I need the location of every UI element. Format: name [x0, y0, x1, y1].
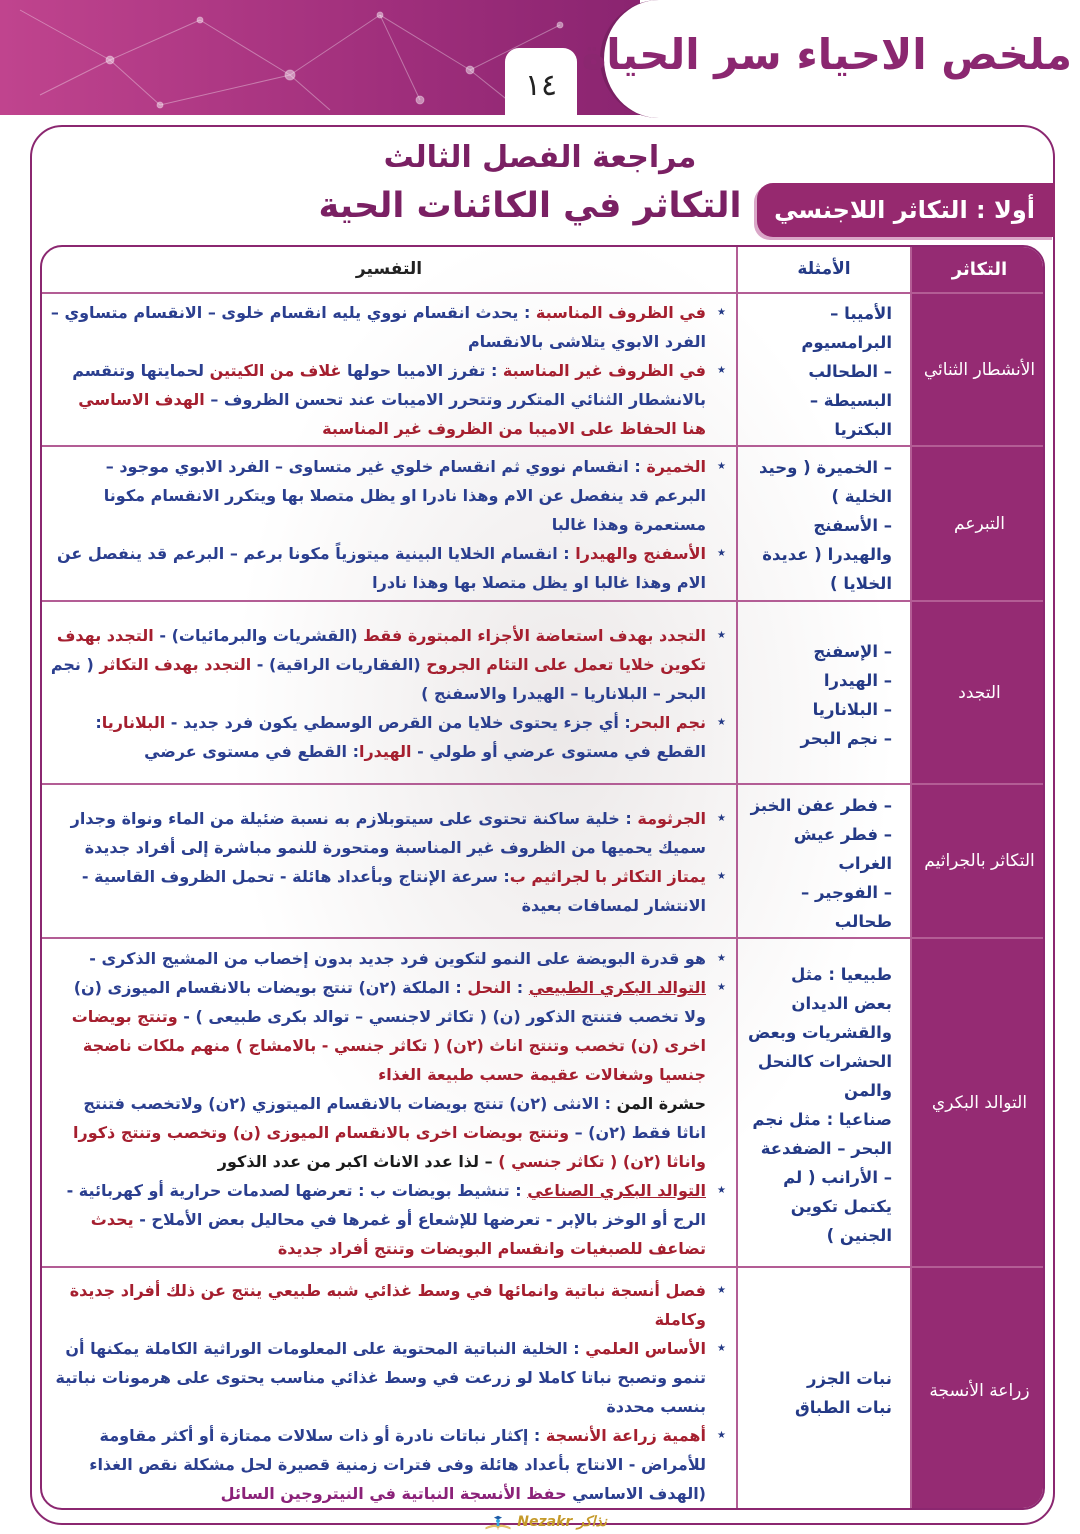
highlighted-term: الأساس العلمي: [585, 1338, 706, 1358]
highlighted-term: النحل: [467, 978, 512, 997]
explanation-bullet: [50, 621, 706, 708]
explanation-text: (القشريات والبرمائيات) -: [153, 626, 364, 645]
explanation-text: : تفرز الاميبا حولها: [341, 361, 503, 380]
highlighted-term: أهمية زراعة الأنسجة: [545, 1425, 706, 1445]
reproduction-type: زراعة الأنسجة: [912, 1268, 1045, 1510]
example-line: بعض الديدان: [791, 993, 892, 1013]
highlighted-term: الخميرة: [646, 457, 706, 476]
explanation-text: : الانثى (٢ن) تنتج بويضات بالانقسام الميتوزي (٢ن) ولاتخصب فتنتج اناثا فقط (٢ن) –: [83, 1094, 706, 1142]
explanation-text: : القطع في مستوى عرضي أو طولي -: [95, 713, 706, 761]
explanation-text: :: [511, 978, 529, 997]
highlighted-term: وتنتج بويضات اخرى (ن) تخصب وتنتج اناث (٢ن) ( تكاثر جنسي - بالامشاج ) منهم ملكات ناضجة جنسيا وشغالات عقيمة حسب طبيعة الغذاء: [71, 1007, 706, 1084]
example-line: يكتمل تكوين: [790, 1196, 892, 1216]
table-header-row: [42, 247, 1045, 294]
explanation-text: : الملكة (٢ن) تنتج بويضات بالانقسام الميوزى (ن) ولا تخصب فتنتج الذكور (ن) ( تكاثر لاجنسي – توالد بكرى طبيعى ) -: [73, 978, 706, 1026]
example-line: الحشرات كالنحل: [757, 1051, 892, 1071]
reproduction-type: الأنشطار الثنائي: [912, 294, 1045, 445]
section-tab: أولا : التكاثر اللاجنسي: [757, 183, 1055, 237]
header-explanation: التفسير: [355, 259, 423, 279]
highlighted-term: الهيدرا: [358, 742, 412, 761]
explanation-text: لحمايتها وتنقسم بالانشطار الثنائي المتكرر وتتحرر الاميبات عند تحسن الظروف –: [72, 361, 706, 409]
explanation-bullet: [50, 862, 706, 920]
explanation-bullet: [50, 973, 706, 1089]
explanation-bullet: [50, 539, 706, 597]
book-graduate-icon: [483, 1512, 513, 1532]
highlighted-term: التوالد البكري الصناعي: [527, 1181, 706, 1200]
example-line: – فطر عفن الخبز: [750, 795, 892, 815]
example-line: – الإسفنج: [813, 641, 892, 661]
explanation-bullet: [50, 804, 706, 862]
examples-cell: [736, 602, 912, 783]
example-line: الأميبا –: [830, 304, 892, 323]
table-row: [42, 294, 1045, 447]
highlighted-term: التوالد البكري الطبيعي: [528, 978, 706, 997]
reproduction-type: التوالد البكري: [912, 939, 1045, 1266]
example-line: – الأسفنج: [813, 516, 892, 535]
nezakr-logo: [470, 1511, 620, 1533]
reproduction-type: التكاثر بالجراثيم: [912, 785, 1045, 937]
example-line: البكتريا: [834, 420, 892, 439]
explanation-cell: [42, 939, 736, 1266]
examples-cell: [736, 294, 912, 445]
explanation-text: حشرة المن: [616, 1094, 706, 1113]
explanation-text: : يحدث انقسام نووي يليه انقسام خلوى – الانقسام متساوي – الفرد الابوي يتلاشى بالانقسام: [50, 303, 706, 351]
reproduction-type: التبرعم: [912, 447, 1045, 600]
explanation-bullet: [50, 1334, 706, 1421]
summary-table: [40, 245, 1045, 1510]
page-number: ١٤: [505, 48, 577, 118]
example-line: البحر – الضفدعة: [760, 1138, 892, 1158]
explanation-text: ( نجم البحر – البلاناريا – الهيدرا والاسفنج ): [50, 655, 706, 703]
example-line: والهيدرا ( عديدة: [762, 545, 892, 564]
example-line: – الخميرة ( وحيد: [759, 458, 892, 477]
example-line: والمن: [843, 1080, 892, 1100]
table-row: [42, 1268, 1045, 1510]
example-line: نبات الجزر: [807, 1368, 892, 1388]
table-row: [42, 939, 1045, 1268]
example-line: – الهيدرا: [823, 670, 892, 690]
explanation-text: : انقسام نووي ثم انقسام خلوي غير متساوى – الفرد الابوي موجود – البرعم قد ينفصل عن الام وهذا نادرا او يظل متصلا بها ويتكرر الانقسام مكونا مستعمرة وهذا غالبا: [103, 457, 706, 534]
explanation-text: : أي جزء يحتوى خلايا من القرص الوسطي يكون فرد جديد -: [165, 713, 631, 732]
header-examples: الأمثلة: [736, 247, 912, 292]
highlighted-term: فصل أنسجة نباتية وانمائها في وسط غذائي شبه طبيعي ينتج عن ذلك أفراد جديدة وكاملة: [69, 1280, 706, 1329]
explanation-cell: [42, 785, 736, 937]
example-line: – البلاناريا: [812, 699, 892, 719]
highlighted-term: الأسفنج والهيدرا: [575, 544, 706, 563]
logo-text: Nezakr نذاكر: [517, 1514, 607, 1530]
chapter-title: مراجعة الفصل الثالث: [383, 140, 697, 175]
explanation-bullet: [50, 1276, 706, 1334]
example-line: الخلية ): [831, 487, 892, 506]
explanation-text: : خلية ساكنة تحتوى على سيتوبلازم به نسبة ضئيلة من الماء ونواة وجدار سميك يحميها من الظروف غير المناسبة ومتحورة للنمو مباشرة إلى أفراد جديدة: [70, 809, 706, 857]
explanation-bullet: [50, 708, 706, 766]
explanation-text: : الخلية النباتية المحتوية على المعلومات الوراثية الكاملة يمكنها أن تنمو وتصبح نباتا كاملا لو زرعت في وسط غذائي مناسب يحتوى على هرمونات نباتية بنسب محددة: [55, 1338, 706, 1416]
explanation-cell: [42, 294, 736, 445]
highlighted-term: الجرثومة: [637, 809, 706, 828]
explanation-bullet: [50, 1089, 706, 1176]
highlighted-term: التجدد بهدف تكوين خلايا تعمل على التئام الجروح: [56, 626, 706, 674]
highlighted-term: الهدف الاساسي هنا الحفاظ على الاميبا من الظروف غير المناسبة: [78, 390, 706, 438]
explanation-bullet: [50, 356, 706, 443]
explanation-bullet: [50, 452, 706, 539]
explanation-bullet: [50, 944, 706, 973]
example-line: الغراب: [838, 853, 892, 873]
example-line: – الفوجير –: [801, 882, 892, 902]
highlighted-term: البلاناريا: [101, 713, 166, 732]
examples-cell: [736, 1268, 912, 1510]
explanation-text: : القطع في مستوى عرضي: [144, 742, 359, 761]
example-line: – الطحالب: [808, 362, 892, 381]
book-title: ملخص الاحياء سر الحياة: [581, 30, 1072, 79]
explanation-text: : تنشيط بويضات ب : تعرضها لصدمات حرارية أو كهربائية - الرج أو الوخز بالإبر - تعرضها للإشعاع أو غمرها في محاليل بعض الأملاح -: [66, 1181, 706, 1229]
table-row: [42, 785, 1045, 939]
explanation-text: : إكثار نباتات نادرة أو ذات سلالات ممتازة أو أكثر مقاومة للأمراض - الانتاج بأعداد هائلة وفى فترات زمنية قصيرة لحل مشكلة نقص الغذاء (الهدف الاساسي: [89, 1425, 706, 1503]
table-row: [42, 602, 1045, 785]
examples-cell: [736, 785, 912, 937]
explanation-bullet: [50, 298, 706, 356]
header-category: التكاثر: [912, 247, 1045, 292]
example-line: صناعيا : مثل نجم: [752, 1109, 892, 1129]
example-line: البسيطة –: [809, 391, 892, 410]
highlighted-term: يمتاز التكاثر با لجراثيم ب: [509, 867, 706, 886]
explanation-text: : انقسام الخلايا البينية ميتوزياً مكونا برعم – البرعم قد ينفصل عن الام وهذا غالبا او يظل متصلا بها وهذا نادرا: [56, 544, 706, 592]
explanation-cell: [42, 447, 736, 600]
explanation-text: (الفقاريات الراقية) -: [251, 655, 427, 674]
highlighted-term: في الظروف غير المناسبة: [502, 361, 706, 380]
highlighted-term: التجدد بهدف التكاثر: [99, 655, 252, 674]
examples-cell: [736, 939, 912, 1266]
highlighted-term: التجدد بهدف استعاضة الأجزاء المبتورة فقط: [363, 626, 706, 645]
table-row: [42, 447, 1045, 602]
page-subtitle: التكاثر في الكائنات الحية: [318, 186, 742, 226]
example-line: الجنين ): [826, 1225, 892, 1245]
highlighted-term: يحدث تضاعف للصبغيات وانقسام البويضات وتنتج أفراد جديدة: [90, 1210, 706, 1258]
explanation-cell: [42, 602, 736, 783]
example-line: الخلايا ): [830, 574, 892, 593]
example-line: والقشريات وبعض: [747, 1022, 892, 1042]
explanation-text: : سرعة الإنتاج وبأعداد هائلة - تحمل الظروف القاسية - الانتشار لمسافات بعيدة: [81, 867, 706, 915]
explanation-text: – لذا عدد الاناث اكبر من عدد الذكور: [217, 1152, 499, 1171]
example-line: طحالب: [834, 911, 892, 931]
example-line: – نجم البحر: [800, 728, 892, 748]
explanation-bullet: [50, 1176, 706, 1263]
example-line: – الأرانب ( لم: [783, 1167, 892, 1187]
example-line: نبات الطباق: [794, 1397, 892, 1417]
highlighted-term: غلاف من الكيتين: [209, 361, 342, 380]
example-line: – فطر عيش: [793, 824, 892, 844]
examples-cell: [736, 447, 912, 600]
example-line: طبيعيا : مثل: [790, 964, 892, 984]
explanation-cell: [42, 1268, 736, 1510]
highlighted-term: وتنتج بويضات اخرى بالانقسام الميوزى (ن) وتخصب وتنتج ذكورا واناثا (٢ن) ( تكاثر جنسي ): [73, 1123, 706, 1171]
explanation-text: هو قدرة البويضة على النمو لتكوين فرد جديد بدون إخصاب من المشيج الذكرى -: [89, 949, 706, 968]
reproduction-type: التجدد: [912, 602, 1045, 783]
explanation-bullet: [50, 1421, 706, 1508]
highlighted-term: في الظروف المناسبة: [535, 303, 706, 322]
explanation-text: حفظ الأنسجة النباتية في النيتروجين السائل: [220, 1483, 567, 1503]
highlighted-term: نجم البحر: [630, 713, 706, 732]
example-line: البرامسيوم: [801, 333, 892, 352]
